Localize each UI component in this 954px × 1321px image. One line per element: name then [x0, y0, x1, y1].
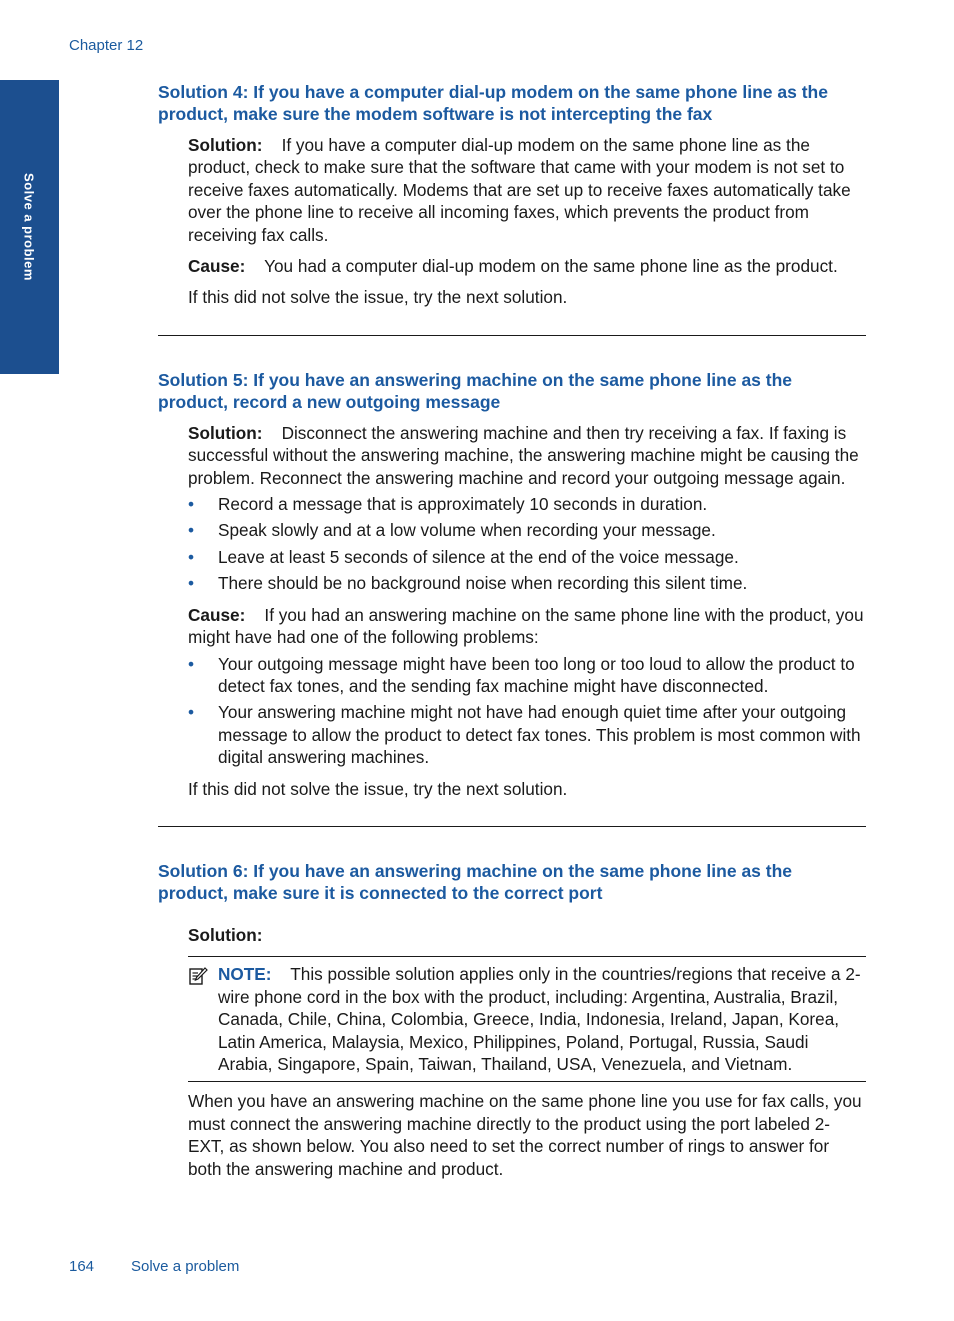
next-solution-text: If this did not solve the issue, try the next solution.	[188, 778, 568, 799]
chapter-header: Chapter 12	[69, 37, 144, 54]
solution-5-section	[158, 369, 866, 800]
note-text-block	[218, 963, 866, 1075]
cause-label: Cause:	[188, 604, 246, 625]
side-tab-label: Solve a problem	[21, 173, 37, 281]
solution-5-cause	[188, 604, 866, 649]
list-item: • There should be no background noise when recording this silent time.	[188, 572, 866, 594]
solution-4-body	[188, 134, 866, 309]
side-tab	[0, 80, 59, 374]
solution-4-solution	[188, 134, 866, 246]
list-item: • Your answering machine might not have had enough quiet time after your outgoing message to allow the product to detect fax tones. This problem is most common with digital answering machines.	[188, 701, 866, 768]
solution-label: Solution:	[188, 135, 263, 155]
solution-text: Disconnect the answering machine and then try receiving a fax. If faxing is successful without the answering machine, the answering machine might be causing the problem. Reconnect the answering machine and record your outgoing message again.	[188, 422, 859, 488]
solution-6-section	[158, 860, 866, 1180]
next-solution-text: If this did not solve the issue, try the next solution.	[188, 287, 568, 308]
page-number: 164	[69, 1258, 95, 1275]
solution-4-cause	[188, 255, 866, 277]
section-divider	[158, 335, 866, 336]
list-item: • Speak slowly and at a low volume when recording your message.	[188, 519, 866, 541]
section-divider	[158, 826, 866, 827]
page-content	[158, 81, 866, 1180]
cause-text: If you had an answering machine on the same phone line with the product, you might have had one of the following problems:	[188, 604, 864, 648]
note-label: NOTE:	[218, 964, 272, 985]
solution-text: If you have a computer dial-up modem on the same phone line as the product, check to make sure that the software that came with your modem is not set to receive faxes automatically. Modems that are set up to receive faxes automatically take over the phone line to receive all incoming faxes, which prevents the product from receiving fax calls.	[188, 135, 851, 245]
answering-machine-instructions: When you have an answering machine on the same phone line you use for fax calls, you must connect the answering machine directly to the product using the port labeled 2-EXT, as shown below. You also need to set the correct number of rings to answer for both the answering machine and product.	[188, 1091, 862, 1179]
note-box	[188, 956, 866, 1082]
footer-section-title: Solve a problem	[131, 1258, 240, 1275]
note-text: This possible solution applies only in the countries/regions that receive a 2-wire phone cord in the box with the product, including: Argentina, Australia, Brazil, Canada, Chile, China, Colombia, Greece, India, Indonesia, Ireland, Japan, Korea, Latin America, Malaysia, Mexico, Philippines, Poland, Portugal, Russia, Saudi Arabia, Singapore, Spain, Taiwan, Thailand, USA, Venezuela, and Vietnam.	[218, 964, 861, 1074]
list-item: • Your outgoing message might have been too long or too loud to allow the product to detect fax tones, and the sending fax machine might have disconnected.	[188, 653, 866, 698]
note-icon	[188, 966, 208, 986]
solution-6-title: Solution 6: If you have an answering machine on the same phone line as the product, make sure it is connected to the correct port	[158, 860, 793, 903]
list-item: • Leave at least 5 seconds of silence at the end of the voice message.	[188, 546, 866, 568]
solution-label: Solution:	[188, 924, 263, 945]
solution-5-title: Solution 5: If you have an answering machine on the same phone line as the product, record a new outgoing message	[158, 369, 793, 412]
solution-6-body	[188, 924, 866, 1180]
solution-4-title: Solution 4: If you have a computer dial-up modem on the same phone line as the product, make sure the modem software is not intercepting the fax	[158, 82, 828, 124]
solution-5-body	[188, 422, 866, 800]
solution-4-section	[158, 81, 866, 309]
list-item: • Record a message that is approximately 10 seconds in duration.	[188, 493, 866, 515]
cause-text: You had a computer dial-up modem on the same phone line as the product.	[264, 256, 838, 277]
recording-tips-list	[188, 493, 866, 595]
solution-5-solution	[188, 422, 866, 489]
cause-label: Cause:	[188, 256, 246, 277]
solution-label: Solution:	[188, 422, 263, 443]
problems-list	[188, 653, 866, 769]
